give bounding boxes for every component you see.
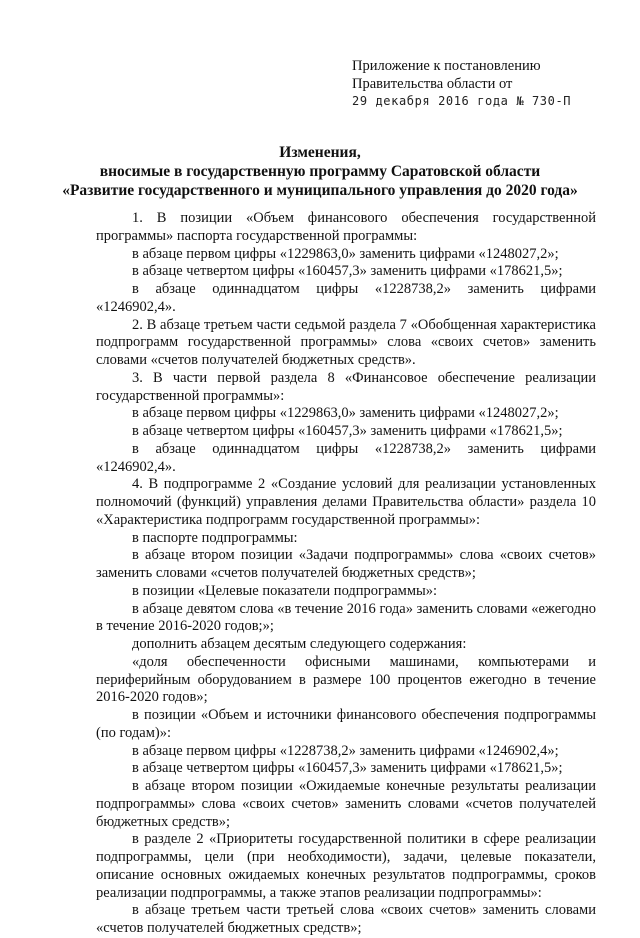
title-line-1: Изменения, (279, 144, 361, 161)
paragraph: в абзаце четвертом цифры «160457,3» заменить цифрами «178621,5»; (132, 760, 563, 777)
paragraph: 4. В подпрограмме 2 «Создание условий для реализации установленных полномочий (функций) управления делами Правительства области» раздела 10 «Характеристика подпрограмм государственной программы»: (96, 476, 596, 528)
title-line-2: вносимые в государственную программу Саратовской области (99, 163, 541, 180)
document-body (96, 210, 596, 938)
paragraph: в абзаце втором позиции «Задачи подпрограммы» слова «своих счетов» заменить словами «счетов получателей бюджетных средств»; (96, 547, 596, 581)
annex-line-1: Приложение к постановлению (352, 58, 541, 74)
paragraph: в абзаце первом цифры «1229863,0» заменить цифрами «1248027,2»; (132, 405, 559, 422)
annex-date-stamp: 29 декабря 2016 года № 730-П (352, 94, 572, 108)
paragraph: в абзаце одиннадцатом цифры «1228738,2» заменить цифрами «1246902,4». (96, 281, 596, 315)
paragraph: в абзаце девятом слова «в течение 2016 года» заменить словами «ежегодно в течение 2016-2020 годов;»; (96, 600, 596, 635)
title-line-3: «Развитие государственного и муниципального управления до 2020 года» (62, 182, 578, 199)
paragraph: «доля обеспеченности офисными машинами, компьютерами и периферийным оборудованием в размере 100 процентов ежегодно в течение 2016-2020 годов»; (96, 653, 596, 706)
paragraph: в абзаце четвертом цифры «160457,3» заменить цифрами «178621,5»; (132, 423, 563, 439)
paragraph: 1. В позиции «Объем финансового обеспечения государственной программы» паспорта государственной программы: (96, 210, 596, 244)
paragraph: в абзаце четвертом цифры «160457,3» заменить цифрами «178621,5»; (132, 263, 563, 280)
paragraph: в абзаце одиннадцатом цифры «1228738,2» заменить цифрами «1246902,4». (96, 440, 596, 475)
paragraph: в разделе 2 «Приоритеты государственной политики в сфере реализации подпрограммы, цели (при необходимости), задачи, целевые показатели, описание основных ожидаемых конечных результатов подпрограммы, сроков реализации подпрограммы, а также этапов реализации подпрограммы»: (96, 831, 596, 901)
document-title (0, 143, 640, 200)
paragraph: в абзаце первом цифры «1228738,2» заменить цифрами «1246902,4»; (132, 742, 559, 759)
paragraph: 3. В части первой раздела 8 «Финансовое обеспечение реализации государственной программы»: (96, 369, 596, 404)
paragraph: дополнить абзацем десятым следующего содержания: (132, 636, 467, 652)
paragraph: в абзаце третьем части третьей слова «своих счетов» заменить словами «счетов получателей бюджетных средств»; (96, 902, 596, 936)
paragraph: в абзаце втором позиции «Ожидаемые конечные результаты реализации подпрограммы» слова «своих счетов» заменить словами «счетов получателей бюджетных средств»; (96, 778, 596, 830)
paragraph: в паспорте подпрограммы: (132, 529, 298, 546)
paragraph: в абзаце первом цифры «1229863,0» заменить цифрами «1248027,2»; (132, 245, 559, 262)
paragraph: в позиции «Объем и источники финансового обеспечения подпрограммы (по годам)»: (96, 707, 596, 741)
annex-line-2: Правительства области от (352, 75, 513, 92)
paragraph: в позиции «Целевые показатели подпрограммы»: (132, 582, 438, 599)
paragraph: 2. В абзаце третьем части седьмой раздела 7 «Обобщенная характеристика подпрограмм государственной программы» слова «своих счетов» заменить словами «счетов получателей бюджетных средств». (96, 316, 596, 368)
annex-header (352, 58, 571, 111)
